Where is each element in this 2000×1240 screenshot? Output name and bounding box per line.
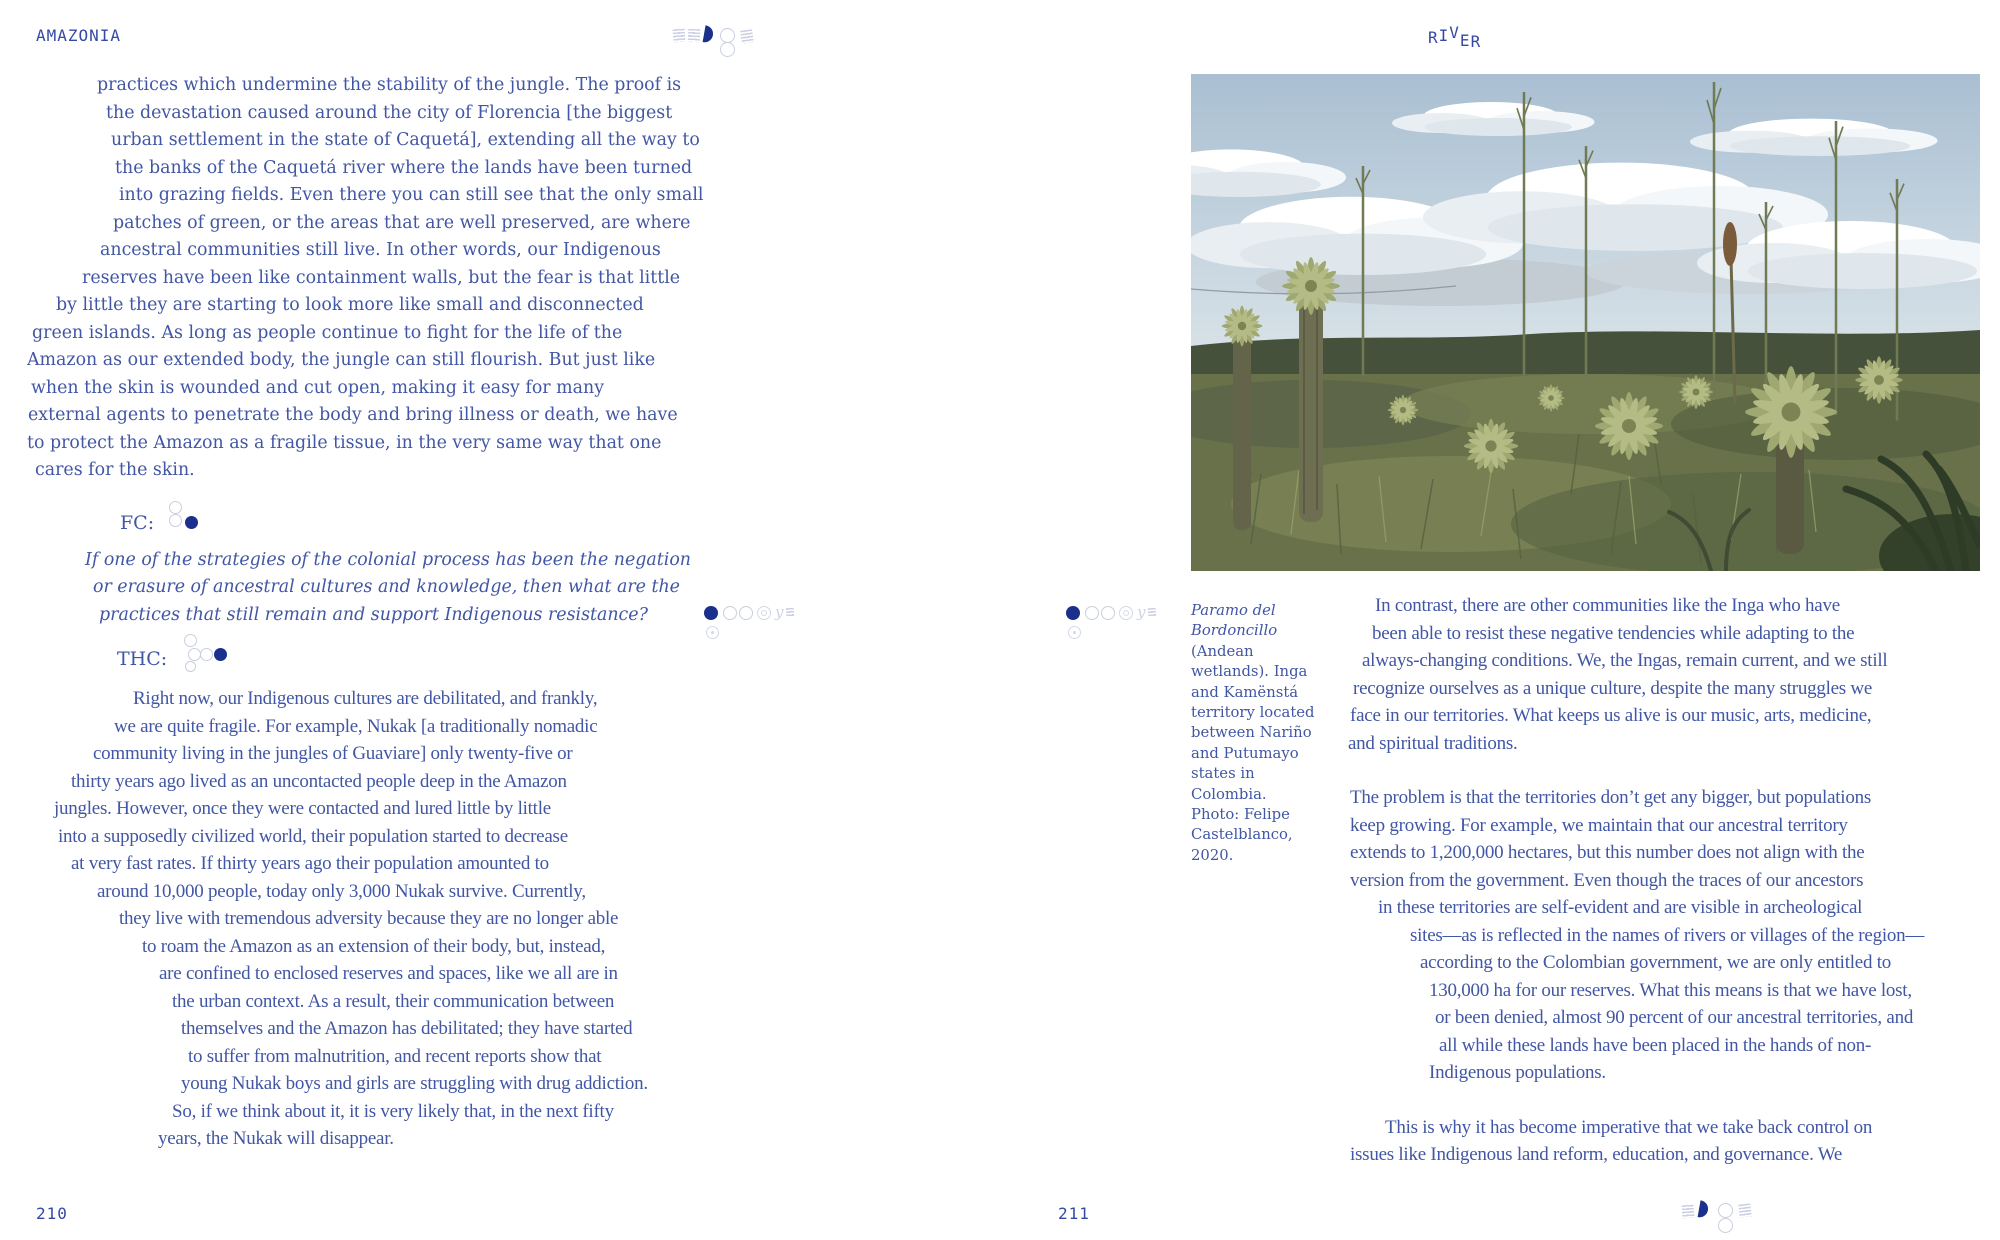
stamp-glyph-icon xyxy=(673,29,686,43)
circle-outline-icon xyxy=(200,648,213,661)
circle-outline-icon xyxy=(739,606,753,620)
river-letter: R xyxy=(1470,32,1482,51)
circle-outline-icon xyxy=(169,514,182,527)
text-line: to roam the Amazon as an extension of their body, but, instead, xyxy=(142,935,606,957)
text-line: Photo: Felipe xyxy=(1191,805,1290,823)
text-line: between Nariño xyxy=(1191,724,1312,742)
text-line: issues like Indigenous land reform, education, and governance. We xyxy=(1350,1144,1843,1165)
text-line: practices that still remain and support Indigenous resistance? xyxy=(99,604,648,625)
stamp-glyph-icon xyxy=(688,29,701,43)
filled-dot-icon xyxy=(185,516,198,529)
target-circle-icon xyxy=(757,606,771,620)
text-line: into a supposedly civilized world, their population started to decrease xyxy=(58,825,568,847)
text-line: Colombia. xyxy=(1191,785,1267,803)
text-line: according to the Colombian government, we are only entitled to xyxy=(1420,952,1891,973)
text-line: around 10,000 people, today only 3,000 Nukak survive. Currently, xyxy=(97,880,586,902)
left-text-column xyxy=(27,72,703,1153)
text-line: 130,000 ha for our reserves. What this means is that we have lost, xyxy=(1429,979,1912,1001)
speaker-fc-label: FC: xyxy=(120,511,155,534)
text-line: been able to resist these negative tendencies while adapting to the xyxy=(1372,622,1855,644)
circle-outline-icon xyxy=(1718,1203,1733,1218)
circle-dot-icon xyxy=(1068,626,1081,639)
text-line: green islands. As long as people continue to fight for the life of the xyxy=(32,322,623,343)
text-line: Castelblanco, xyxy=(1191,826,1293,844)
left-question xyxy=(27,547,703,630)
y-glyph-icon: y xyxy=(1137,603,1146,621)
text-line: are confined to enclosed reserves and spaces, like we all are in xyxy=(159,963,618,984)
text-line: The problem is that the territories don’t get any bigger, but populations xyxy=(1350,787,1871,808)
paramo-photo xyxy=(1191,74,1980,571)
target-circle-icon xyxy=(1119,606,1133,620)
circle-outline-icon xyxy=(1101,606,1115,620)
text-line: to protect the Amazon as a fragile tissue, in the very same way that one xyxy=(27,432,662,453)
text-line: ancestral communities still live. In other words, our Indigenous xyxy=(100,240,661,260)
circle-outline-icon xyxy=(720,28,735,43)
right-para-1 xyxy=(1348,592,1924,757)
text-line: Amazon as our extended body, the jungle can still flourish. But just like xyxy=(27,350,656,370)
river-letter: I xyxy=(1438,26,1450,45)
circle-outline-icon xyxy=(723,606,737,620)
circle-outline-icon xyxy=(184,634,197,647)
river-letter: V xyxy=(1449,23,1460,42)
photo-caption xyxy=(1191,601,1325,866)
text-line: urban settlement in the state of Caquetá], extending all the way to xyxy=(111,130,700,150)
text-line: face in our territories. What keeps us alive is our music, arts, medicine, xyxy=(1350,705,1872,726)
text-line: patches of green, or the areas that are well preserved, are where xyxy=(113,212,691,233)
text-line: community living in the jungles of Guaviare] only twenty-five or xyxy=(93,743,573,764)
circle-outline-icon xyxy=(169,501,182,514)
circle-outline-icon xyxy=(1085,606,1099,620)
text-line: keep growing. For example, we maintain that our ancestral territory xyxy=(1350,814,1848,836)
filled-dot-icon xyxy=(214,648,227,661)
river-mark-cluster-mid-left xyxy=(704,604,799,644)
text-line: (Andean xyxy=(1191,642,1254,660)
text-line: reserves have been like containment walls, but the fear is that little xyxy=(82,267,681,288)
text-line: sites—as is reflected in the names of rivers or villages of the region— xyxy=(1410,924,1925,946)
text-line: practices which undermine the stability of the jungle. The proof is xyxy=(97,75,682,95)
text-line: cares for the skin. xyxy=(35,460,195,480)
page-number-left: 210 xyxy=(36,1204,68,1223)
circle-outline-icon xyxy=(720,42,735,57)
stamp-glyph-icon xyxy=(1682,1205,1695,1219)
text-line: So, if we think about it, it is very likely that, in the next fifty xyxy=(172,1100,614,1122)
right-para-3 xyxy=(1348,1114,1924,1169)
text-line: all while these lands have been placed in the hands of non- xyxy=(1439,1034,1872,1056)
text-line: years, the Nukak will disappear. xyxy=(158,1128,394,1149)
speaker-thc-label: THC: xyxy=(117,648,168,670)
filled-dot-icon xyxy=(704,606,718,620)
text-line: young Nukak boys and girls are struggling with drug addiction. xyxy=(181,1073,648,1094)
filled-dot-icon xyxy=(1066,606,1080,620)
text-line: and Putumayo xyxy=(1191,744,1299,762)
speaker-fc-row xyxy=(120,511,703,535)
text-line: external agents to penetrate the body and bring illness or death, we have xyxy=(28,405,678,425)
text-line: states in xyxy=(1191,765,1255,783)
text-line: extends to 1,200,000 hectares, but this number does not align with the xyxy=(1350,842,1865,863)
river-mark-cluster-top xyxy=(673,24,763,62)
page-header-river xyxy=(1428,23,1482,51)
text-line: Paramo del xyxy=(1191,602,1276,619)
circle-dot-icon xyxy=(706,626,719,639)
text-line: into grazing fields. Even there you can still see that the only small xyxy=(119,185,704,205)
page-header-amazonia: AMAZONIA xyxy=(36,26,122,45)
text-line: recognize ourselves as a unique culture, despite the many struggles we xyxy=(1353,677,1873,699)
text-line: to suffer from malnutrition, and recent reports show that xyxy=(188,1045,602,1067)
text-line: If one of the strategies of the colonial process has been the negation xyxy=(85,549,691,570)
text-line: thirty years ago lived as an uncontacted people deep in the Amazon xyxy=(71,770,567,792)
half-moon-icon xyxy=(1698,1200,1710,1218)
stamp-glyph-icon xyxy=(740,29,754,44)
right-para-2 xyxy=(1348,784,1924,1087)
text-line: 2020. xyxy=(1191,846,1234,864)
text-line: they live with tremendous adversity because they are no longer able xyxy=(119,908,619,929)
y-glyph-icon: y xyxy=(775,603,784,621)
circle-outline-icon xyxy=(185,661,196,672)
text-line: and spiritual traditions. xyxy=(1348,732,1518,754)
text-line: or been denied, almost 90 percent of our ancestral territories, and xyxy=(1435,1007,1914,1028)
circle-outline-icon xyxy=(1718,1218,1733,1233)
paramo-photo-art xyxy=(1191,74,1980,571)
text-line: the devastation caused around the city of Florencia [the biggest xyxy=(106,102,673,123)
speaker-thc-row xyxy=(117,647,703,671)
text-line: the banks of the Caquetá river where the lands have been turned xyxy=(115,157,693,178)
text-line: by little they are starting to look more like small and disconnected xyxy=(56,295,644,315)
river-mark-cluster-bottom xyxy=(1682,1198,1762,1240)
text-line: jungles. However, once they were contacted and lured little by little xyxy=(54,798,551,819)
text-line: in these territories are self-evident and are visible in archeological xyxy=(1378,897,1863,918)
text-line: wetlands). Inga xyxy=(1191,663,1308,681)
text-line: In contrast, there are other communities like the Inga who have xyxy=(1375,595,1840,616)
text-line: the urban context. As a result, their communication between xyxy=(172,990,615,1012)
text-line: themselves and the Amazon has debilitated; they have started xyxy=(181,1018,633,1039)
stamp-glyph-icon xyxy=(786,608,795,618)
text-line: always-changing conditions. We, the Ingas, remain current, and we still xyxy=(1362,650,1888,671)
text-line: Bordoncillo xyxy=(1191,622,1278,640)
thc-dots-icon xyxy=(172,650,232,672)
text-line: and Kamënstá xyxy=(1191,683,1299,701)
text-line: Right now, our Indigenous cultures are debilitated, and frankly, xyxy=(133,688,598,709)
river-mark-cluster-mid-right xyxy=(1066,604,1161,644)
page-number-right: 211 xyxy=(1058,1204,1090,1223)
left-para-1 xyxy=(27,72,703,485)
river-letter: R xyxy=(1428,28,1439,47)
text-line: or erasure of ancestral cultures and knowledge, then what are the xyxy=(93,577,680,597)
text-line: territory located xyxy=(1191,703,1315,721)
half-moon-icon xyxy=(703,25,715,43)
left-para-2 xyxy=(27,685,703,1153)
stamp-glyph-icon xyxy=(1738,1203,1751,1217)
stamp-glyph-icon xyxy=(1148,608,1157,618)
text-line: when the skin is wounded and cut open, making it easy for many xyxy=(31,377,605,398)
text-line: we are quite fragile. For example, Nukak [a traditionally nomadic xyxy=(114,715,598,737)
text-line: Indigenous populations. xyxy=(1429,1062,1606,1083)
fc-dots-icon xyxy=(159,513,219,535)
text-line: This is why it has become imperative that we take back control on xyxy=(1385,1116,1873,1138)
right-text-column xyxy=(1348,592,1924,1169)
river-letter: E xyxy=(1459,31,1471,50)
text-line: version from the government. Even though the traces of our ancestors xyxy=(1350,869,1864,891)
text-line: at very fast rates. If thirty years ago their population amounted to xyxy=(71,853,549,874)
